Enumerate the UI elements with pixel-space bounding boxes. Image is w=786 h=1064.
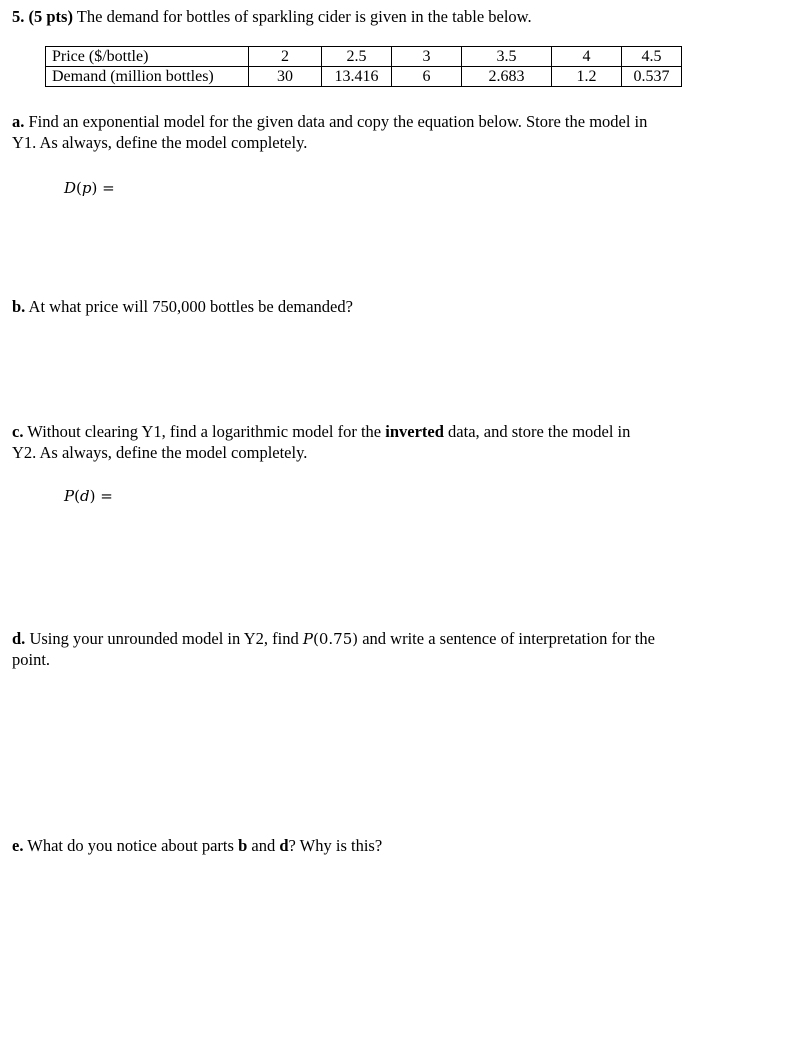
part-a-label: a. (12, 112, 25, 131)
demand-table (45, 46, 682, 87)
table-cell: 1.2 (552, 67, 622, 87)
part-c-text-pre: Without clearing Y1, find a logarithmic model for the (27, 422, 386, 441)
part-d-text-post: and write a sentence of interpretation for the (358, 629, 655, 648)
part-d-line1 (12, 629, 655, 649)
part-a-line2: Y1. As always, define the model completely. (12, 133, 308, 152)
equation-variable: p (81, 179, 92, 197)
table-cell: 30 (249, 67, 322, 87)
part-c-equation: P(d) = (64, 487, 113, 505)
table-cell: 13.416 (322, 67, 392, 87)
part-b-label: b. (12, 297, 26, 316)
part-d-line2: point. (12, 650, 51, 669)
part-e-text-post: ? Why is this? (288, 836, 383, 855)
equation-function: P (64, 487, 75, 505)
problem-header (12, 7, 532, 27)
part-c-text-post: data, and store the model in (443, 422, 631, 441)
part-e-text-mid: and (247, 836, 280, 855)
equation-equals: = (97, 179, 115, 197)
part-e-label: e. (12, 836, 24, 855)
part-d-arg: (0.75) (312, 630, 359, 648)
table-cell: 2.5 (322, 47, 392, 67)
table-cell: 4 (552, 47, 622, 67)
equation-equals: = (95, 487, 113, 505)
part-c-label: c. (12, 422, 24, 441)
table-cell: 6 (392, 67, 462, 87)
table-row-demand (46, 67, 682, 87)
part-e-ref-d: d (279, 836, 289, 855)
part-b-line (12, 297, 353, 317)
table-cell: 2.683 (462, 67, 552, 87)
part-a-equation: D(p) = (64, 179, 115, 197)
part-a-line1 (12, 112, 647, 132)
equation-variable: d (79, 487, 90, 505)
part-e-text-pre: What do you notice about parts (27, 836, 239, 855)
row-header-price: Price ($/bottle) (46, 47, 249, 67)
part-c-line2: Y2. As always, define the model completely. (12, 443, 308, 462)
part-b-text: At what price will 750,000 bottles be demanded? (28, 297, 353, 316)
problem-number: 5. (12, 7, 25, 26)
row-header-demand: Demand (million bottles) (46, 67, 249, 87)
table-cell: 3.5 (462, 47, 552, 67)
problem-points: (5 pts) (28, 7, 73, 26)
part-d-text-pre: Using your unrounded model in Y2, find (29, 629, 303, 648)
part-e-ref-b: b (238, 836, 248, 855)
part-c-inverted: inverted (385, 422, 444, 441)
part-d-func: P (302, 630, 313, 648)
equation-function: D (64, 179, 77, 197)
table-cell: 2 (249, 47, 322, 67)
table-cell: 3 (392, 47, 462, 67)
problem-intro: The demand for bottles of sparkling cider is given in the table below. (76, 7, 532, 26)
part-a-text: Find an exponential model for the given data and copy the equation below. Store the model in (28, 112, 648, 131)
table-row-price (46, 47, 682, 67)
part-c-line1 (12, 422, 630, 442)
table-cell: 4.5 (622, 47, 682, 67)
table-cell: 0.537 (622, 67, 682, 87)
part-e-line (12, 836, 382, 856)
part-d-label: d. (12, 629, 26, 648)
